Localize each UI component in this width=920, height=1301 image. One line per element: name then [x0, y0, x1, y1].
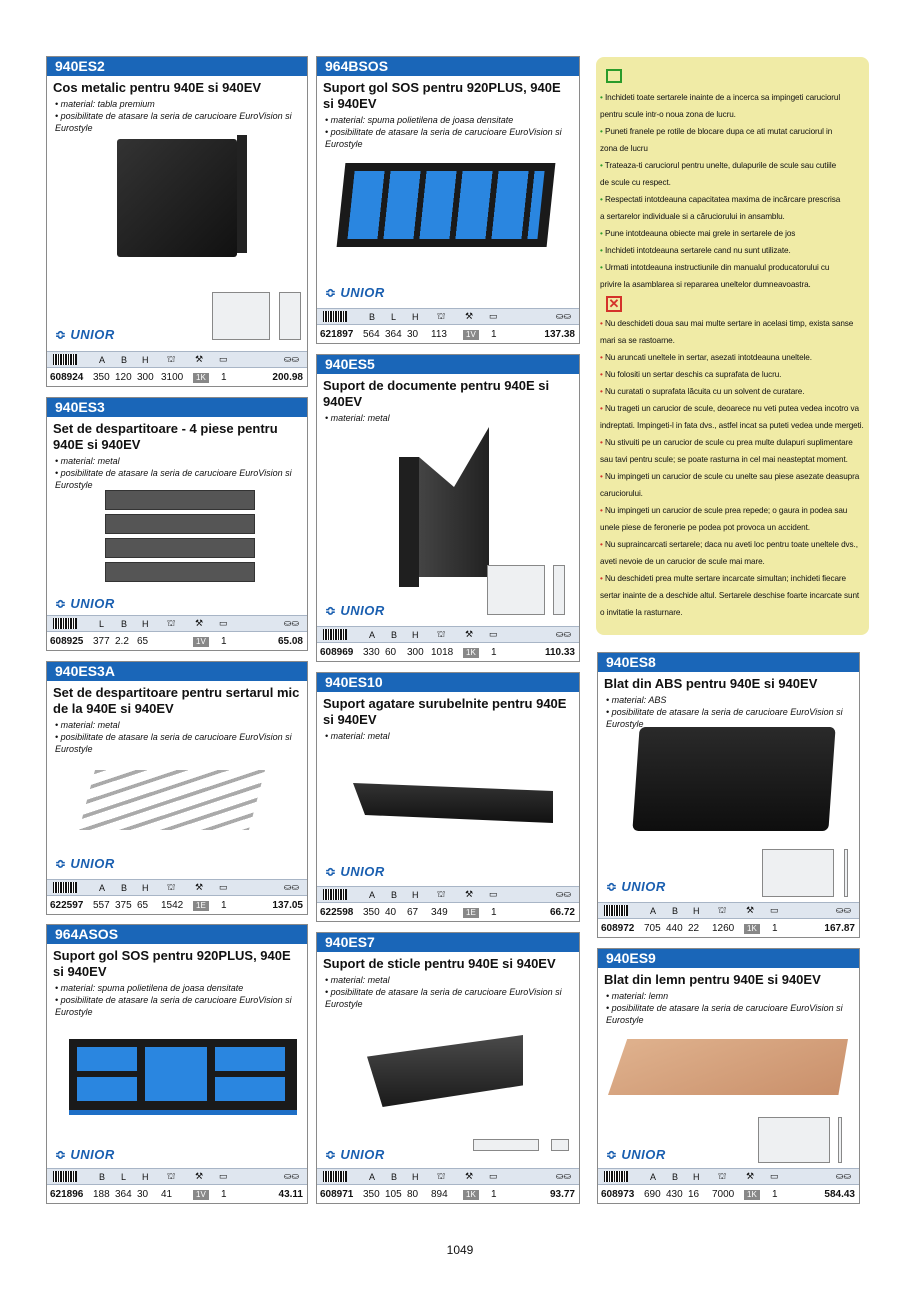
- product-image: [317, 783, 579, 833]
- note-line: • Nu trageti un carucior de scule, deoarece nu veti putea vedea incotro va: [600, 400, 867, 417]
- spec-value: [463, 644, 479, 661]
- spec-value: 1: [772, 923, 778, 934]
- dimension-drawing: [758, 1117, 830, 1163]
- cross-icon: ✕: [606, 296, 622, 312]
- unior-logo: ≎ UNIOR: [325, 285, 385, 300]
- product-code: 940ES7: [317, 933, 579, 952]
- article-number: 621897: [320, 329, 354, 340]
- price: 584.43: [824, 1189, 855, 1200]
- column-header: B: [391, 1171, 398, 1182]
- product-image: [598, 723, 859, 833]
- spec-value: 105: [385, 1189, 402, 1200]
- spec-value: 350: [363, 907, 380, 918]
- column-header: B: [369, 311, 376, 322]
- spec-value-row: [47, 633, 307, 650]
- product-title: Suport gol SOS pentru 920PLUS, 940E si 940EV: [323, 80, 561, 111]
- column-header-icon: ▭: [489, 889, 498, 899]
- column-header-icon: ▭: [489, 629, 498, 639]
- note-line: • Respectati intotdeauna capacitatea maxima de incărcare prescrisa: [600, 191, 867, 208]
- column-header: L: [391, 311, 397, 322]
- price-coins-icon: ⛀⛀: [283, 618, 299, 628]
- spec-header-row: [317, 308, 579, 325]
- column-header: A: [99, 354, 106, 365]
- spec-header-row: [47, 615, 307, 632]
- spec-value: 375: [115, 900, 132, 911]
- spec-value: 300: [137, 372, 154, 383]
- article-number: 608973: [601, 1189, 635, 1200]
- column-header: B: [121, 882, 128, 893]
- dimension-drawing: [212, 292, 270, 340]
- product-card: [46, 924, 308, 1204]
- unior-logo: ≎ UNIOR: [606, 1147, 666, 1162]
- column-header-icon: ⚒: [465, 311, 474, 321]
- column-header: H: [142, 618, 149, 629]
- column-header: H: [412, 889, 419, 900]
- unior-logo: ≎ UNIOR: [325, 1147, 385, 1162]
- column-header-icon: ⛫: [437, 1170, 446, 1181]
- product-image: [47, 490, 307, 590]
- spec-header-row: [317, 1168, 579, 1185]
- spec-value: 65: [137, 636, 149, 647]
- spec-value-row: [317, 326, 579, 343]
- note-line: • Nu deschideti doua sau mai multe sertare in acelasi timp, exista sanse: [600, 315, 867, 332]
- column-header: B: [99, 1171, 106, 1182]
- dimension-drawing: [844, 849, 848, 897]
- price: 137.05: [272, 900, 303, 911]
- note-line: • Nu folositi un sertar deschis ca suprafata de lucru.: [600, 366, 867, 383]
- column-header-icon: ▭: [770, 905, 779, 915]
- spec-value: 1: [221, 900, 227, 911]
- pack-code: 1E: [463, 908, 479, 918]
- column-header: H: [693, 1171, 700, 1182]
- dimension-drawing: [553, 565, 565, 615]
- column-header-icon: ⛫: [718, 1170, 727, 1181]
- column-header-icon: ⛫: [167, 1170, 176, 1181]
- product-card: [316, 354, 580, 662]
- spec-header-row: [47, 351, 307, 368]
- price: 167.87: [824, 923, 855, 934]
- spec-value: 690: [644, 1189, 661, 1200]
- product-specs: • material: metal • posibilitate de atasare la seria de carucioare EuroVision si Eurostyle: [47, 453, 307, 491]
- product-image: [317, 163, 579, 253]
- note-line: sau tavi pentru scule; se poate rasturna in cel mai neasteptat moment.: [600, 455, 848, 464]
- product-title: Cos metalic pentru 940E si 940EV: [53, 80, 262, 95]
- spec-header-row: [317, 886, 579, 903]
- dimension-drawing: [279, 292, 301, 340]
- product-specs: • material: metal: [317, 410, 579, 424]
- column-header-icon: ⛫: [167, 353, 176, 364]
- product-card: [316, 56, 580, 344]
- spec-value: 30: [407, 329, 419, 340]
- price: 66.72: [549, 907, 575, 918]
- column-header-icon: ⚒: [195, 1171, 204, 1181]
- column-header: A: [99, 882, 106, 893]
- spec-value: [193, 369, 209, 386]
- spec-value-row: [47, 1186, 307, 1203]
- column-header-icon: ⚒: [465, 1171, 474, 1181]
- spec-value-row: [47, 897, 307, 914]
- column-header-icon: ⛫: [437, 310, 446, 321]
- note-line: • Nu deschideti prea multe sertare incarcate simultan; inchideti fiecare: [600, 570, 867, 587]
- spec-value-row: [598, 920, 859, 937]
- spec-value: 1: [491, 647, 497, 658]
- column-header: A: [369, 889, 376, 900]
- price-coins-icon: ⛀⛀: [555, 629, 571, 639]
- spec-value: 430: [666, 1189, 683, 1200]
- barcode-icon: [53, 618, 77, 629]
- product-code: 940ES9: [598, 949, 859, 968]
- note-line: zona de lucru: [600, 144, 648, 153]
- note-line: • Nu impingeti un carucior de scule cu unelte sau piese asezate deasupra: [600, 468, 867, 485]
- product-specs: • material: spuma polietilena de joasa densitate • posibilitate de atasare la seria de carucioare EuroVision si Eurostyle: [317, 112, 579, 150]
- pack-code: 1K: [463, 648, 479, 658]
- spec-value: 350: [363, 1189, 380, 1200]
- product-specs: • material: metal • posibilitate de atasare la seria de carucioare EuroVision si Eurostyle: [47, 717, 307, 755]
- column-header-icon: ⚒: [746, 1171, 755, 1181]
- article-number: 608971: [320, 1189, 354, 1200]
- product-title: Suport de sticle pentru 940E si 940EV: [323, 956, 556, 971]
- spec-value-row: [317, 644, 579, 661]
- price-coins-icon: ⛀⛀: [555, 1171, 571, 1181]
- spec-value: 1: [491, 1189, 497, 1200]
- product-card: [316, 672, 580, 922]
- spec-value: [744, 920, 760, 937]
- column-header: A: [650, 905, 657, 916]
- column-header: B: [672, 1171, 679, 1182]
- spec-value: 1: [221, 372, 227, 383]
- product-image: [47, 133, 307, 263]
- product-title: Suport de documente pentru 940E si 940EV: [323, 378, 550, 409]
- column-header: A: [369, 1171, 376, 1182]
- product-card: [316, 932, 580, 1204]
- product-title: Blat din ABS pentru 940E si 940EV: [604, 676, 818, 691]
- column-header-icon: ⛫: [437, 628, 446, 639]
- page-number: 1049: [446, 1243, 474, 1257]
- barcode-icon: [323, 1171, 347, 1182]
- barcode-icon: [604, 1171, 628, 1182]
- unior-logo: ≎ UNIOR: [325, 603, 385, 618]
- price: 200.98: [272, 372, 303, 383]
- barcode-icon: [53, 882, 77, 893]
- product-specs: • material: ABS • posibilitate de atasare la seria de carucioare EuroVision si Eurostyle: [598, 692, 859, 730]
- note-line: • Trateaza-ti caruciorul pentru unelte, dulapurile de scule sau cutiile: [600, 157, 867, 174]
- note-line: • Puneti franele pe rotile de blocare dupa ce ati mutat caruciorul in: [600, 123, 867, 140]
- column-header: B: [391, 629, 398, 640]
- spec-value-row: [47, 369, 307, 386]
- unior-logo: ≎ UNIOR: [55, 1147, 115, 1162]
- column-header-icon: ⛫: [718, 904, 727, 915]
- note-line: aveti nevoie de un carucior de scule mai mare.: [600, 557, 765, 566]
- column-header-icon: ▭: [219, 1171, 228, 1181]
- column-header-icon: ⚒: [195, 354, 204, 364]
- barcode-icon: [53, 354, 77, 365]
- product-title: Set de despartitoare - 4 piese pentru 940E si 940EV: [53, 421, 278, 452]
- spec-value: 3100: [161, 372, 184, 383]
- spec-value: 65: [137, 900, 149, 911]
- product-title: Blat din lemn pentru 940E si 940EV: [604, 972, 821, 987]
- column-header-icon: ⚒: [465, 889, 474, 899]
- unior-logo: ≎ UNIOR: [606, 879, 666, 894]
- price-coins-icon: ⛀⛀: [835, 1171, 851, 1181]
- spec-value: 60: [385, 647, 397, 658]
- price-coins-icon: ⛀⛀: [283, 354, 299, 364]
- dimension-drawing: [838, 1117, 842, 1163]
- column-header-icon: ▭: [489, 311, 498, 321]
- note-line: o invitatie la rasturnare.: [600, 608, 683, 617]
- spec-value: 557: [93, 900, 110, 911]
- product-card: [597, 948, 860, 1204]
- article-number: 621896: [50, 1189, 84, 1200]
- unior-logo: ≎ UNIOR: [55, 856, 115, 871]
- column-header-icon: ▭: [219, 354, 228, 364]
- product-code: 964ASOS: [47, 925, 307, 944]
- spec-value: 1: [221, 1189, 227, 1200]
- note-line: • Pune intotdeauna obiecte mai grele in sertarele de jos: [600, 225, 867, 242]
- column-header: B: [391, 889, 398, 900]
- spec-value: [463, 1186, 479, 1203]
- price-coins-icon: ⛀⛀: [555, 889, 571, 899]
- column-header: H: [142, 882, 149, 893]
- product-specs: • material: spuma polietilena de joasa densitate • posibilitate de atasare la seria de carucioare EuroVision si Eurostyle: [47, 980, 307, 1018]
- pack-code: 1K: [193, 373, 209, 383]
- spec-value: [193, 897, 209, 914]
- spec-value: 1018: [431, 647, 454, 658]
- spec-value: 67: [407, 907, 419, 918]
- spec-value: 440: [666, 923, 683, 934]
- spec-value: [463, 326, 479, 343]
- column-header-icon: ▭: [489, 1171, 498, 1181]
- note-line: sertar inainte de a deschide altul. Sertarele deschise foarte incarcate sunt: [600, 591, 860, 600]
- spec-header-row: [598, 902, 859, 919]
- spec-value: 120: [115, 372, 132, 383]
- spec-value: 7000: [712, 1189, 735, 1200]
- unior-logo: ≎ UNIOR: [325, 864, 385, 879]
- note-line: unele piese de feronerie pe podea pot provoca un accident.: [600, 523, 810, 532]
- note-line: privire la asamblarea si repararea uneltelor dumneavoastra.: [600, 280, 811, 289]
- product-image: [47, 760, 307, 850]
- safety-notes-panel: [596, 57, 869, 635]
- product-code: 940ES8: [598, 653, 859, 672]
- column-header-icon: ⛫: [437, 888, 446, 899]
- product-specs: • material: lemn • posibilitate de atasare la seria de carucioare EuroVision si Eurostyle: [598, 988, 859, 1026]
- column-header: H: [142, 354, 149, 365]
- spec-value: 564: [363, 329, 380, 340]
- pack-code: 1K: [744, 1190, 760, 1200]
- column-header-icon: ⚒: [465, 629, 474, 639]
- product-title: Suport agatare surubelnite pentru 940E si 940EV: [323, 696, 567, 727]
- pack-code: 1K: [463, 1190, 479, 1200]
- column-header-icon: ▭: [770, 1171, 779, 1181]
- price: 93.77: [549, 1189, 575, 1200]
- column-header-icon: ⚒: [195, 618, 204, 628]
- article-number: 608924: [50, 372, 84, 383]
- spec-value: 330: [363, 647, 380, 658]
- pack-code: 1V: [463, 330, 479, 340]
- price-coins-icon: ⛀⛀: [835, 905, 851, 915]
- dimension-drawing: [487, 565, 545, 615]
- spec-header-row: [47, 879, 307, 896]
- dont-list: [600, 315, 867, 621]
- column-header: H: [412, 629, 419, 640]
- dimension-drawing: [762, 849, 834, 897]
- price-coins-icon: ⛀⛀: [283, 1171, 299, 1181]
- spec-value: 349: [431, 907, 448, 918]
- spec-header-row: [598, 1168, 859, 1185]
- price: 110.33: [544, 647, 575, 658]
- spec-value: 364: [115, 1189, 132, 1200]
- dimension-drawing: [473, 1139, 539, 1151]
- price: 43.11: [278, 1189, 303, 1200]
- spec-value: 1: [221, 636, 227, 647]
- spec-value: 1260: [712, 923, 735, 934]
- spec-value: 300: [407, 647, 424, 658]
- column-header: A: [650, 1171, 657, 1182]
- note-line: indreptati. Impingeti-l in fata dvs., astfel incat sa puteti vedea unde mergeti.: [600, 421, 864, 430]
- note-line: • Nu curatati o suprafata lăcuita cu un solvent de curatare.: [600, 383, 867, 400]
- barcode-icon: [323, 311, 347, 322]
- pack-code: 1K: [744, 924, 760, 934]
- spec-value: [193, 1186, 209, 1203]
- spec-value: 188: [93, 1189, 110, 1200]
- product-code: 940ES2: [47, 57, 307, 76]
- column-header-icon: ⚒: [746, 905, 755, 915]
- column-header: H: [412, 1171, 419, 1182]
- product-code: 940ES3A: [47, 662, 307, 681]
- column-header: B: [672, 905, 679, 916]
- note-line: caruciorului.: [600, 489, 643, 498]
- note-line: pentru scule intr-o noua zona de lucru.: [600, 110, 736, 119]
- spec-value: 350: [93, 372, 110, 383]
- product-title: Set de despartitoare pentru sertarul mic de la 940E si 940EV: [53, 685, 300, 716]
- product-image: [598, 1039, 859, 1101]
- pack-code: 1E: [193, 901, 209, 911]
- spec-value: 80: [407, 1189, 419, 1200]
- column-header-icon: ▭: [219, 882, 228, 892]
- spec-value: 364: [385, 329, 402, 340]
- note-line: • Inchideti intotdeauna sertarele cand nu sunt utilizate.: [600, 242, 867, 259]
- product-code: 940ES5: [317, 355, 579, 374]
- note-line: • Nu supraincarcati sertarele; daca nu aveti loc pentru toate uneltele dvs.,: [600, 536, 867, 553]
- dimension-drawing: [551, 1139, 569, 1151]
- pack-code: 1V: [193, 1190, 209, 1200]
- spec-value: 894: [431, 1189, 448, 1200]
- article-number: 608972: [601, 923, 635, 934]
- spec-value: 22: [688, 923, 700, 934]
- spec-value-row: [598, 1186, 859, 1203]
- product-card: [46, 56, 308, 387]
- spec-header-row: [317, 626, 579, 643]
- price: 137.38: [544, 329, 575, 340]
- price-coins-icon: ⛀⛀: [555, 311, 571, 321]
- product-card: [597, 652, 860, 938]
- spec-value: 1: [491, 907, 497, 918]
- article-number: 622597: [50, 900, 84, 911]
- product-code: 940ES3: [47, 398, 307, 417]
- spec-value: 1542: [161, 900, 184, 911]
- product-image: [47, 1039, 307, 1119]
- product-title: Suport gol SOS pentru 920PLUS, 940E si 940EV: [53, 948, 291, 979]
- column-header-icon: ⛫: [167, 617, 176, 628]
- spec-value: 113: [431, 329, 447, 340]
- note-line: a sertarelor individuale si a căruciorului in ansamblu.: [600, 212, 785, 221]
- barcode-icon: [323, 889, 347, 900]
- barcode-icon: [53, 1171, 77, 1182]
- product-specs: • material: metal: [317, 728, 579, 742]
- article-number: 608925: [50, 636, 84, 647]
- article-number: 608969: [320, 647, 354, 658]
- note-line: de scule cu respect.: [600, 178, 671, 187]
- column-header: B: [121, 354, 128, 365]
- product-card: [46, 397, 308, 651]
- product-code: 964BSOS: [317, 57, 579, 76]
- unior-logo: ≎ UNIOR: [55, 327, 115, 342]
- note-line: • Nu aruncati uneltele in sertar, asezati intotdeauna uneltele.: [600, 349, 867, 366]
- pack-code: 1V: [193, 637, 209, 647]
- spec-value: 1: [772, 1189, 778, 1200]
- product-specs: • material: tabla premium • posibilitate de atasare la seria de carucioare EuroVision si Eurostyle: [47, 96, 307, 134]
- column-header-icon: ▭: [219, 618, 228, 628]
- column-header: L: [121, 1171, 127, 1182]
- column-header: H: [693, 905, 700, 916]
- checkmark-icon: [606, 69, 622, 83]
- spec-value: [193, 633, 209, 650]
- do-list: [600, 89, 867, 293]
- spec-value: 2.2: [115, 636, 129, 647]
- spec-value: [744, 1186, 760, 1203]
- spec-value: 16: [688, 1189, 700, 1200]
- spec-value: 30: [137, 1189, 149, 1200]
- note-line: • Urmati intotdeauna instructiunile din manualul producatorului cu: [600, 259, 867, 276]
- note-line: • Inchideti toate sertarele inainte de a incerca sa impingeti caruciorul: [600, 89, 867, 106]
- barcode-icon: [604, 905, 628, 916]
- note-line: mari sa se rastoarne.: [600, 336, 675, 345]
- spec-value: 705: [644, 923, 661, 934]
- spec-value: [463, 904, 479, 921]
- unior-logo: ≎ UNIOR: [55, 596, 115, 611]
- spec-value: 40: [385, 907, 397, 918]
- note-line: • Nu impingeti un carucior de scule prea repede; o gaura in podea sau: [600, 502, 867, 519]
- column-header: L: [99, 618, 105, 629]
- column-header: B: [121, 618, 128, 629]
- product-card: [46, 661, 308, 915]
- column-header-icon: ⛫: [167, 881, 176, 892]
- article-number: 622598: [320, 907, 354, 918]
- spec-value: 377: [93, 636, 110, 647]
- product-image: [317, 427, 579, 587]
- spec-value: 1: [491, 329, 497, 340]
- price-coins-icon: ⛀⛀: [283, 882, 299, 892]
- product-specs: • material: metal • posibilitate de atasare la seria de carucioare EuroVision si Eurostyle: [317, 972, 579, 1010]
- spec-value-row: [317, 904, 579, 921]
- price: 65.08: [277, 636, 303, 647]
- product-code: 940ES10: [317, 673, 579, 692]
- column-header: A: [369, 629, 376, 640]
- spec-value-row: [317, 1186, 579, 1203]
- spec-value: 41: [161, 1189, 173, 1200]
- column-header: H: [412, 311, 419, 322]
- column-header: H: [142, 1171, 149, 1182]
- spec-header-row: [47, 1168, 307, 1185]
- column-header-icon: ⚒: [195, 882, 204, 892]
- product-image: [317, 1025, 579, 1115]
- note-line: • Nu stivuiti pe un carucior de scule cu prea multe dulapuri suplimentare: [600, 434, 867, 451]
- barcode-icon: [323, 629, 347, 640]
